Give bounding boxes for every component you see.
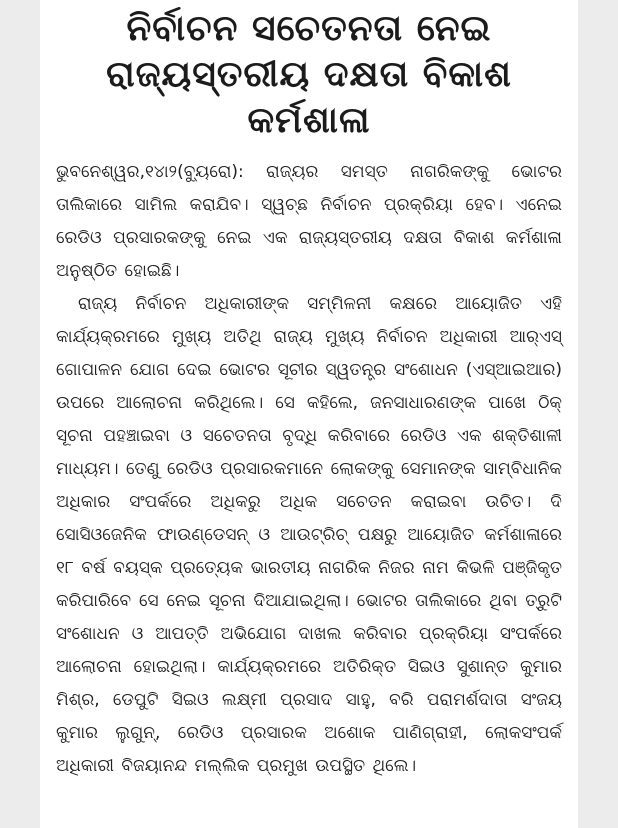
article-paragraph-dateline: ଭୁବନେଶ୍ୱର,୧୪ା୨(ବ୍ୟୁରୋ): ରାଜ୍ୟର ସମସ୍ତ ନାଗରିକଙ୍କୁ ଭୋଟର ତାଲିକାରେ ସାମିଲ କରାଯିବ। ସ୍ୱଚ୍ଛ ନିର୍ବାଚନ ପ୍ରକ୍ରିୟା ହେବ। ଏନେଇ ରେଡିଓ ପ୍ରସାରକଙ୍କୁ ନେଇ ଏକ ରାଜ୍ୟସ୍ତରୀୟ ଦକ୍ଷତା ବିକାଶ କର୍ମଶାଳା ଅନୁଷ୍ଠିତ ହୋଇଛି। <box>56 162 562 281</box>
headline-line-2: ରାଜ୍ୟସ୍ତରୀୟ ଦକ୍ଷତା ବିକାଶ କର୍ମଶାଳା <box>106 54 512 141</box>
article-body <box>56 156 562 783</box>
newspaper-clipping <box>40 0 578 828</box>
headline-line-1: ନିର୍ବାଚନ ସଚେତନତା ନେଇ <box>126 8 492 49</box>
article-paragraph-main: ରାଜ୍ୟ ନିର୍ବାଚନ ଅଧିକାରୀଙ୍କ ସମ୍ମିଳନୀ କକ୍ଷରେ ଆୟୋଜିତ ଏହି କାର୍ଯ୍ୟକ୍ରମରେ ମୁଖ୍ୟ ଅତିଥି ରାଜ୍ୟ ମୁଖ୍ୟ ନିର୍ବାଚନ ଅଧିକାରୀ ଆର୍‌ଏସ୍ ଗୋପାଳନ ଯୋଗ ଦେଇ ଭୋଟର ସୂଚୀର ସ୍ୱତନ୍ତ୍ର ସଂଶୋଧନ (ଏସ୍‌ଆଇଆର) ଉପରେ ଆଲୋଚନା କରିଥିଲେ। ସେ କହିଲେ, ଜନସାଧାରଣଙ୍କ ପାଖେ ଠିକ୍ ସୂଚନା ପହଞ୍ଚାଇବା ଓ ସଚେତନତା ବୃଦ୍ଧି କରିବାରେ ରେଡିଓ ଏକ ଶକ୍ତିଶାଳୀ ମାଧ୍ୟମ। ତେଣୁ ରେଡିଓ ପ୍ରସାରକମାନେ ଲୋକଙ୍କୁ ସେମାନଙ୍କ ସାମ୍ବିଧାନିକ ଅଧିକାର ସଂପର୍କରେ ଅଧିକରୁ ଅଧିକ ସଚେତନ କରାଇବା ଉଚିତ। ଦି ସୋସିଓଜେନିକ ଫାଉଣ୍ଡେସନ୍ ଓ ଆଉଟ୍‌ରିଚ୍ ପକ୍ଷରୁ ଆୟୋଜିତ କର୍ମଶାଳାରେ ୧୮ ବର୍ଷ ବୟସ୍କ ପ୍ରତ୍ୟେକ ଭାରତୀୟ ନାଗରିକ ନିଜର ନାମ କିଭଳି ପଞ୍ଜିକୃତ କରିପାରିବେ ସେ ନେଇ ସୂଚନା ଦିଆଯାଇଥିଲା। ଭୋଟର ତାଲିକାରେ ଥିବା ତ୍ରୁଟି ସଂଶୋଧନ ଓ ଆପତ୍ତି ଅଭିଯୋଗ ଦାଖଲ କରିବାର ପ୍ରକ୍ରିୟା ସଂପର୍କରେ ଆଲୋଚନା ହୋଇଥିଲା। କାର୍ଯ୍ୟକ୍ରମରେ ଅତିରିକ୍ତ ସିଇଓ ସୁଶାନ୍ତ କୁମାର ମିଶ୍ର, ଡେପୁଟି ସିଇଓ ଲକ୍ଷ୍ମୀ ପ୍ରସାଦ ସାହୁ, ବରି ପରାମର୍ଶଦାତା ସଂଜୟ କୁମାର ଲୁଗୁନ୍, ରେଡିଓ ପ୍ରସାରକ ଅଶୋକ ପାଣିଗ୍ରାହୀ, ଲୋକସଂପର୍କ ଅଧିକାରୀ ବିଜୟାନନ୍ଦ ମଲ୍ଲିକ ପ୍ରମୁଖ ଉପସ୍ଥିତ ଥିଲେ। <box>56 294 562 776</box>
headline <box>56 6 562 144</box>
